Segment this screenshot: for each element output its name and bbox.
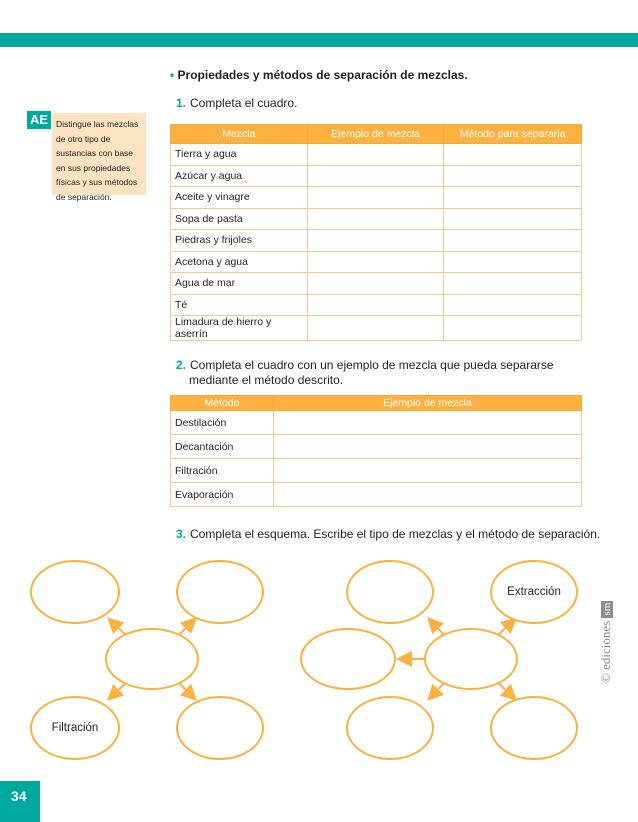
mixture-cell: Aceite y vinagre xyxy=(171,187,308,209)
diagram-right-top-right-bubble[interactable] xyxy=(490,560,578,624)
mixture-cell: Azúcar y agua xyxy=(171,165,308,187)
diagram-right-label: Extracción xyxy=(507,586,561,598)
diagram-left-bottom-left-bubble[interactable] xyxy=(30,696,120,760)
ae-badge: AE xyxy=(27,111,51,129)
question-2-line-2: mediante el método descrito. xyxy=(189,373,344,387)
copyright-prefix: © ediciones xyxy=(598,620,613,683)
mixture-cell: Sopa de pasta xyxy=(171,208,308,230)
diagram-right-top-left-bubble[interactable] xyxy=(346,560,434,624)
diagram-left-center-bubble[interactable] xyxy=(105,628,199,690)
method-cell: Decantación xyxy=(171,435,274,459)
question-2-line-1: Completa el cuadro con un ejemplo de mezcla que pueda separarse xyxy=(190,358,554,372)
header-metodo: Método xyxy=(171,396,274,411)
diagram-right-bottom-left-bubble[interactable] xyxy=(346,696,434,760)
section-bullet: • xyxy=(170,68,175,82)
mixture-cell: Piedras y frijoles xyxy=(171,230,308,252)
header-mezcla: Mezcla xyxy=(171,125,308,144)
question-1-text: Completa el cuadro. xyxy=(190,96,298,110)
diagram-right-bottom-right-bubble[interactable] xyxy=(490,696,578,760)
diagram-left-label: Filtración xyxy=(51,722,99,734)
diagram-left-bottom-right-bubble[interactable] xyxy=(176,696,264,760)
copyright-notice xyxy=(598,601,614,683)
question-1-number: 1. xyxy=(176,96,187,110)
mixture-cell: Tierra y agua xyxy=(171,144,308,166)
diagram-right-left-bubble[interactable] xyxy=(300,628,396,690)
question-2-number: 2. xyxy=(176,358,187,372)
question-3-number: 3. xyxy=(176,527,187,541)
mixture-cell: Acetona y agua xyxy=(171,251,308,273)
header-metodo: Método para separarla xyxy=(444,125,582,144)
publisher-logo: sm xyxy=(601,602,613,616)
diagram-left-top-right-bubble[interactable] xyxy=(176,560,264,624)
question-3-text: Completa el esquema. Escribe el tipo de mezclas y el método de separación. xyxy=(190,527,601,541)
diagram-right-center-bubble[interactable] xyxy=(424,628,518,690)
diagram-left-top-left-bubble[interactable] xyxy=(30,560,120,624)
mixture-cell: Limadura de hierro y aserrín xyxy=(171,316,308,341)
method-cell: Destilación xyxy=(171,411,274,435)
mixture-cell: Agua de mar xyxy=(171,273,308,295)
page-number: 34 xyxy=(0,781,40,822)
mixture-cell: Té xyxy=(171,294,308,316)
header-ejemplo: Ejemplo de mezcla xyxy=(307,125,444,144)
section-title-text: Propiedades y métodos de separación de mezclas. xyxy=(177,68,468,82)
method-cell: Filtración xyxy=(171,459,274,483)
learning-outcome-note: Distingue las mezclas de otro tipo de sustancias con base en sus propiedades físicas y sus métodos de separación. xyxy=(52,113,146,195)
method-cell: Evaporación xyxy=(171,483,274,507)
header-ejemplo: Ejemplo de mezcla xyxy=(273,396,581,411)
